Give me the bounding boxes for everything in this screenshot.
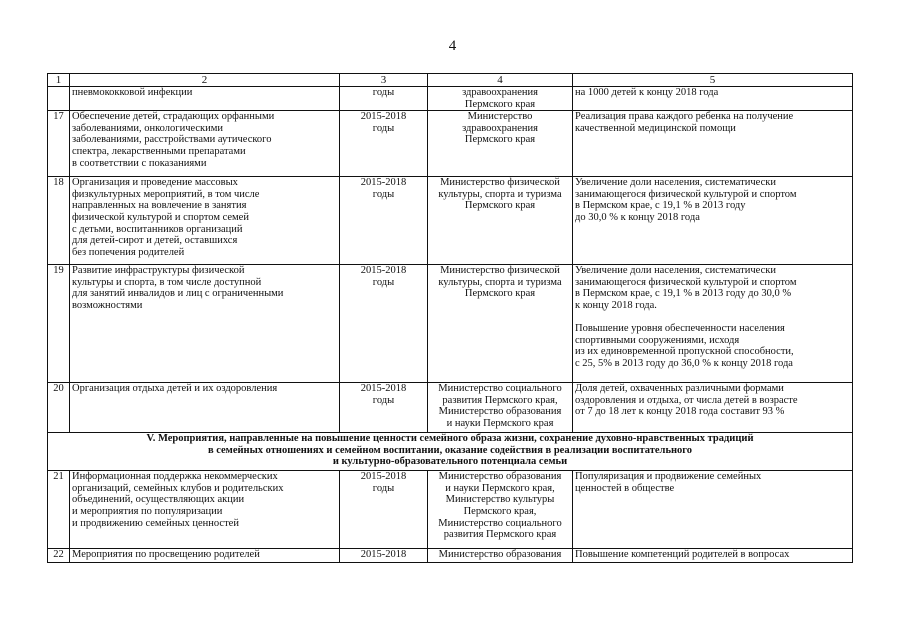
executor-cell: Министерство образования bbox=[428, 549, 573, 563]
executor-cell: здравоохранения Пермского края bbox=[428, 87, 573, 111]
executor-cell: Министерство физической культуры, спорта и туризма Пермского края bbox=[428, 265, 573, 383]
table-row bbox=[48, 265, 853, 383]
executor-cell: Министерство образования и науки Пермского края, Министерство культуры Пермского края, Министерство социального развития Пермского края bbox=[428, 471, 573, 549]
period-cell: 2015-2018 годы bbox=[340, 471, 428, 549]
executor-cell: Министерство здравоохранения Пермского края bbox=[428, 111, 573, 177]
row-number: 21 bbox=[48, 471, 70, 549]
activities-table bbox=[47, 73, 853, 563]
period-cell: 2015-2018 bbox=[340, 549, 428, 563]
column-number: 3 bbox=[340, 74, 428, 87]
activity-cell: Мероприятия по просвещению родителей bbox=[70, 549, 340, 563]
result-cell: Популяризация и продвижение семейных ценностей в обществе bbox=[573, 471, 853, 549]
activity-cell: пневмококковой инфекции bbox=[70, 87, 340, 111]
column-number: 2 bbox=[70, 74, 340, 87]
table-row bbox=[48, 471, 853, 549]
result-cell: Увеличение доли населения, систематически занимающегося физической культурой и спортом в Пермском крае, с 19,1 % в 2013 году до 30,0 % к концу 2018 года. Повышение уровня обеспеченности населения спортивными сооружениями, исходя из их единовременной пропускной способности, с 25, 5% в 2013 году до 36,0 % к концу 2018 года bbox=[573, 265, 853, 383]
page-number: 4 bbox=[448, 38, 457, 54]
column-number: 4 bbox=[428, 74, 573, 87]
executor-cell: Министерство физической культуры, спорта и туризма Пермского края bbox=[428, 177, 573, 265]
activity-cell: Информационная поддержка некоммерческих организаций, семейных клубов и родительских объединений, осуществляющих акции и мероприятия по популяризации и продвижению семейных ценностей bbox=[70, 471, 340, 549]
row-number: 20 bbox=[48, 383, 70, 433]
column-number: 5 bbox=[573, 74, 853, 87]
activity-cell: Обеспечение детей, страдающих орфанными заболеваниями, онкологическими заболеваниями, расстройствами аутического спектра, лекарственными препаратами в соответствии с показаниями bbox=[70, 111, 340, 177]
row-number: 22 bbox=[48, 549, 70, 563]
row-number: 17 bbox=[48, 111, 70, 177]
table-row bbox=[48, 383, 853, 433]
period-cell: 2015-2018 годы bbox=[340, 177, 428, 265]
activity-cell: Развитие инфраструктуры физической культуры и спорта, в том числе доступной для занятий инвалидов и лиц с ограниченными возможностями bbox=[70, 265, 340, 383]
table-row bbox=[48, 549, 853, 563]
result-cell: Доля детей, охваченных различными формами оздоровления и отдыха, от числа детей в возрасте от 7 до 18 лет к концу 2018 года составит 93 % bbox=[573, 383, 853, 433]
row-number: 19 bbox=[48, 265, 70, 383]
result-cell: на 1000 детей к концу 2018 года bbox=[573, 87, 853, 111]
period-cell: 2015-2018 годы bbox=[340, 383, 428, 433]
row-number: 18 bbox=[48, 177, 70, 265]
column-number-row bbox=[48, 74, 853, 87]
period-cell: годы bbox=[340, 87, 428, 111]
result-cell: Повышение компетенций родителей в вопросах bbox=[573, 549, 853, 563]
result-cell: Увеличение доли населения, систематически занимающегося физической культурой и спортом в Пермском крае, с 19,1 % в 2013 году до 30,0 % к концу 2018 года bbox=[573, 177, 853, 265]
activity-cell: Организация отдыха детей и их оздоровления bbox=[70, 383, 340, 433]
row-number bbox=[48, 87, 70, 111]
period-cell: 2015-2018 годы bbox=[340, 111, 428, 177]
executor-cell: Министерство социального развития Пермского края, Министерство образования и науки Пермского края bbox=[428, 383, 573, 433]
column-number: 1 bbox=[48, 74, 70, 87]
result-cell: Реализация права каждого ребенка на получение качественной медицинской помощи bbox=[573, 111, 853, 177]
table-row bbox=[48, 177, 853, 265]
activity-cell: Организация и проведение массовых физкультурных мероприятий, в том числе направленных на вовлечение в занятия физической культурой и спортом семей с детьми, воспитанников организаций для детей-сирот и детей, оставшихся без попечения родителей bbox=[70, 177, 340, 265]
table-row bbox=[48, 111, 853, 177]
section-row bbox=[48, 433, 853, 471]
table-row bbox=[48, 87, 853, 111]
section-title: V. Мероприятия, направленные на повышение ценности семейного образа жизни, сохранение духовно-нравственных традиций в семейных отношениях и семейном воспитании, оказание содействия в реализации воспитательного и культурно-образовательного потенциала семьи bbox=[48, 433, 853, 471]
period-cell: 2015-2018 годы bbox=[340, 265, 428, 383]
